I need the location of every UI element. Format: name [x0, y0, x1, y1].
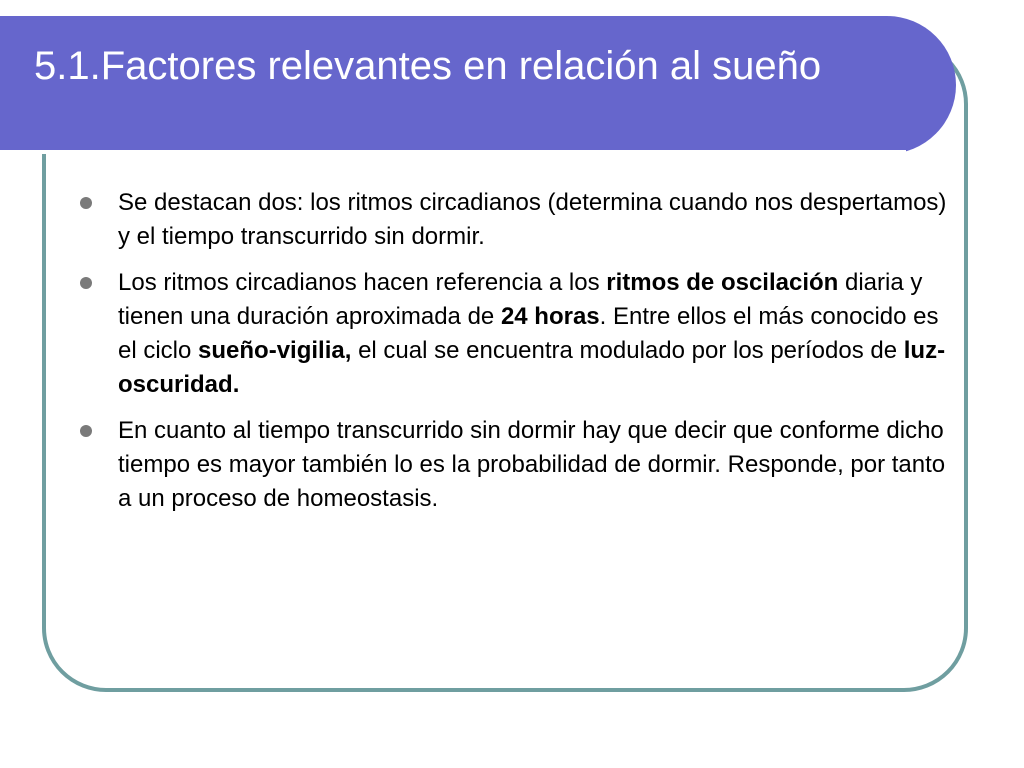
bullet-dot-icon [80, 425, 92, 437]
bullet-dot-icon [80, 277, 92, 289]
bullet-dot-icon [80, 197, 92, 209]
bullet-item-1 [76, 186, 956, 254]
bullet-text-segment: el cual se encuentra modulado por los períodos de [351, 337, 904, 364]
bullet-bold-segment: ritmos de oscilación [606, 269, 839, 296]
bullet-list [76, 186, 956, 528]
bullet-text-segment: . Entre ellos el más conocido es el ciclo [118, 303, 939, 364]
bullet-text [118, 269, 945, 398]
title-underline [0, 150, 906, 154]
bullet-text-segment: En cuanto al tiempo transcurrido sin dormir hay que decir que conforme dicho tiempo es mayor también lo es la probabilidad de dormir. Responde, por tanto a un proceso de homeostasis. [118, 417, 946, 512]
bullet-text-segment: diaria y tienen una duración aproximada de [118, 269, 923, 330]
title-banner [0, 16, 956, 154]
bullet-text [118, 417, 945, 512]
bullet-text [118, 189, 946, 250]
bullet-bold-segment: sueño-vigilia, [198, 337, 352, 364]
bullet-text-segment: Los ritmos circadianos hacen referencia a los [118, 269, 607, 296]
bullet-bold-segment: luz-oscuridad. [118, 337, 946, 398]
bullet-bold-segment: 24 horas [500, 303, 600, 330]
page-title: 5.1.Factores relevantes en relación al sueño [34, 44, 822, 88]
bullet-text-segment: Se destacan dos: los ritmos circadianos (determina cuando nos despertamos) y el tiempo transcurrido sin dormir. [118, 189, 947, 250]
bullet-item-3 [76, 414, 956, 516]
bullet-item-2 [76, 266, 956, 402]
